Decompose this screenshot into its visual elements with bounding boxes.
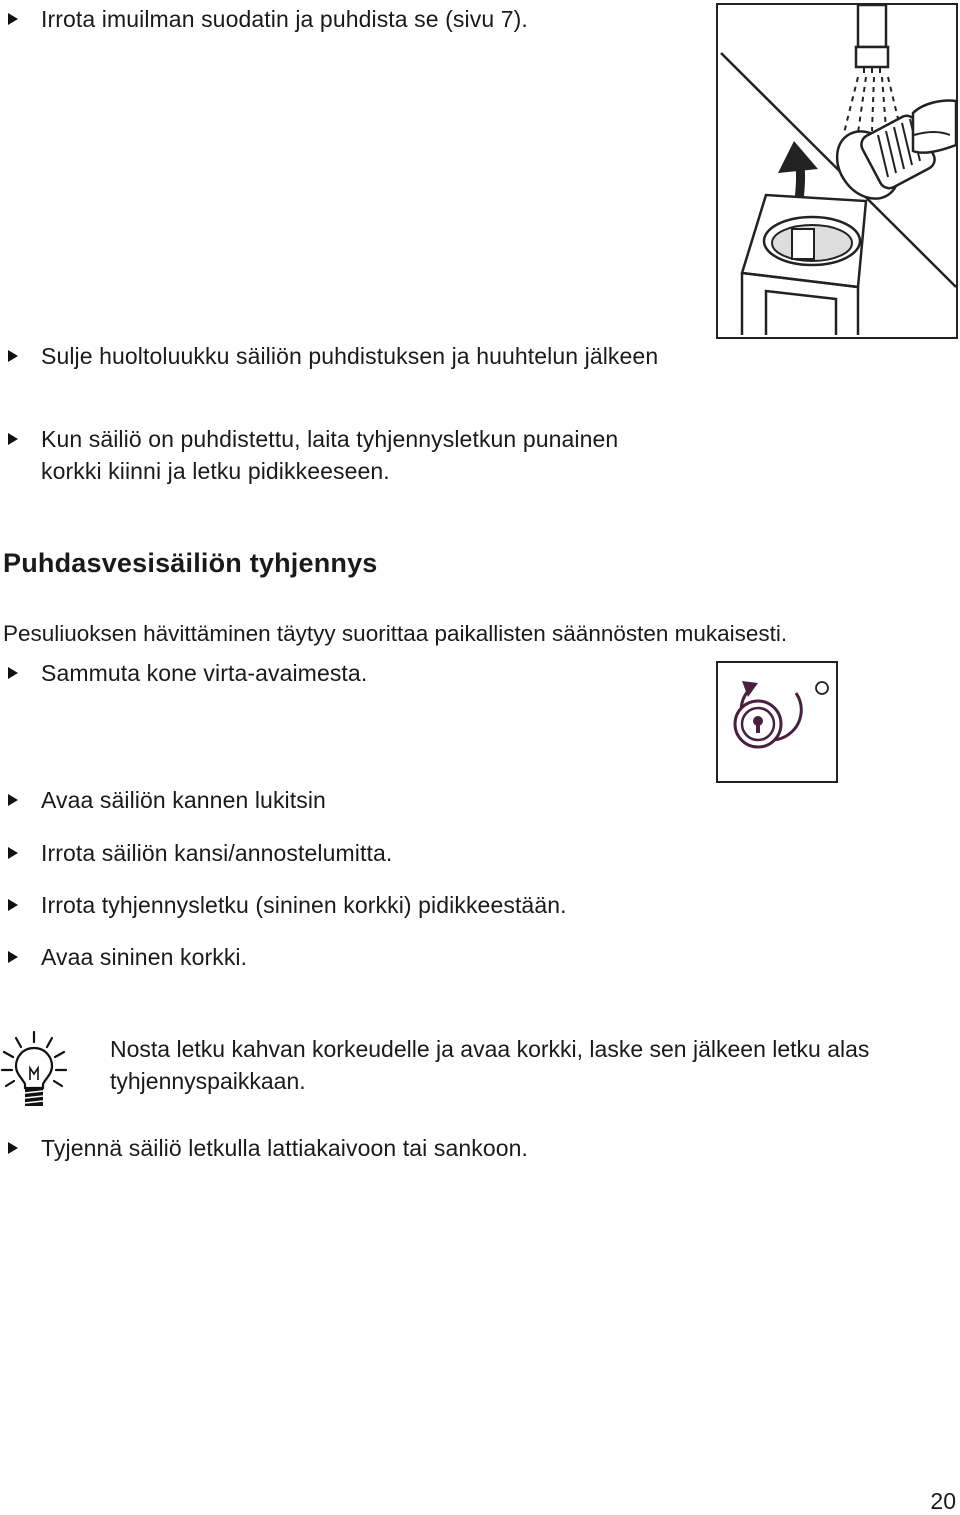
bullet-icon	[8, 847, 18, 859]
tip-text: Nosta letku kahvan korkeudelle ja avaa korkki, laske sen jälkeen letku alas tyhjennyspaikkaan.	[110, 1036, 870, 1094]
bullet-icon	[8, 667, 18, 679]
step-remove-lid: Irrota säiliön kansi/annostelumitta.	[8, 837, 392, 869]
key-switch-illustration	[716, 661, 838, 783]
bullet-icon	[8, 350, 18, 362]
step-drain-tank: Tyjennä säiliö letkulla lattiakaivoon tai sankoon.	[8, 1132, 528, 1164]
page-number: 20	[930, 1488, 956, 1514]
bullet-icon	[8, 794, 18, 806]
tank-rinse-illustration	[716, 3, 958, 339]
intro-paragraph: Pesuliuoksen hävittäminen täytyy suorittaa paikallisten säännösten mukaisesti.	[3, 621, 788, 646]
key-switch-drawing	[718, 663, 836, 781]
bullet-icon	[8, 13, 18, 25]
lightbulb-icon	[0, 1028, 68, 1112]
section-title: Puhdasvesisäiliön tyhjennys	[3, 548, 378, 578]
step-open-lid-lock: Avaa säiliön kannen lukitsin	[8, 784, 326, 816]
step-open-blue-cap: Avaa sininen korkki.	[8, 941, 247, 973]
tank-rinse-drawing	[718, 5, 956, 337]
step-close-service-hatch: Sulje huoltoluukku säiliön puhdistuksen ja huuhtelun jälkeen	[8, 340, 688, 372]
step-turn-off-key: Sammuta kone virta-avaimesta.	[8, 657, 367, 689]
bullet-icon	[8, 951, 18, 963]
bullet-icon	[8, 899, 18, 911]
step-release-drain-hose: Irrota tyhjennysletku (sininen korkki) pidikkeestään.	[8, 889, 567, 921]
bullet-icon	[8, 433, 18, 445]
step-clean-air-filter: Irrota imuilman suodatin ja puhdista se (sivu 7).	[8, 3, 528, 35]
bullet-icon	[8, 1142, 18, 1154]
step-fit-red-cap: Kun säiliö on puhdistettu, laita tyhjennysletkun punainen korkki kiinni ja letku pidikkeeseen.	[8, 423, 658, 487]
